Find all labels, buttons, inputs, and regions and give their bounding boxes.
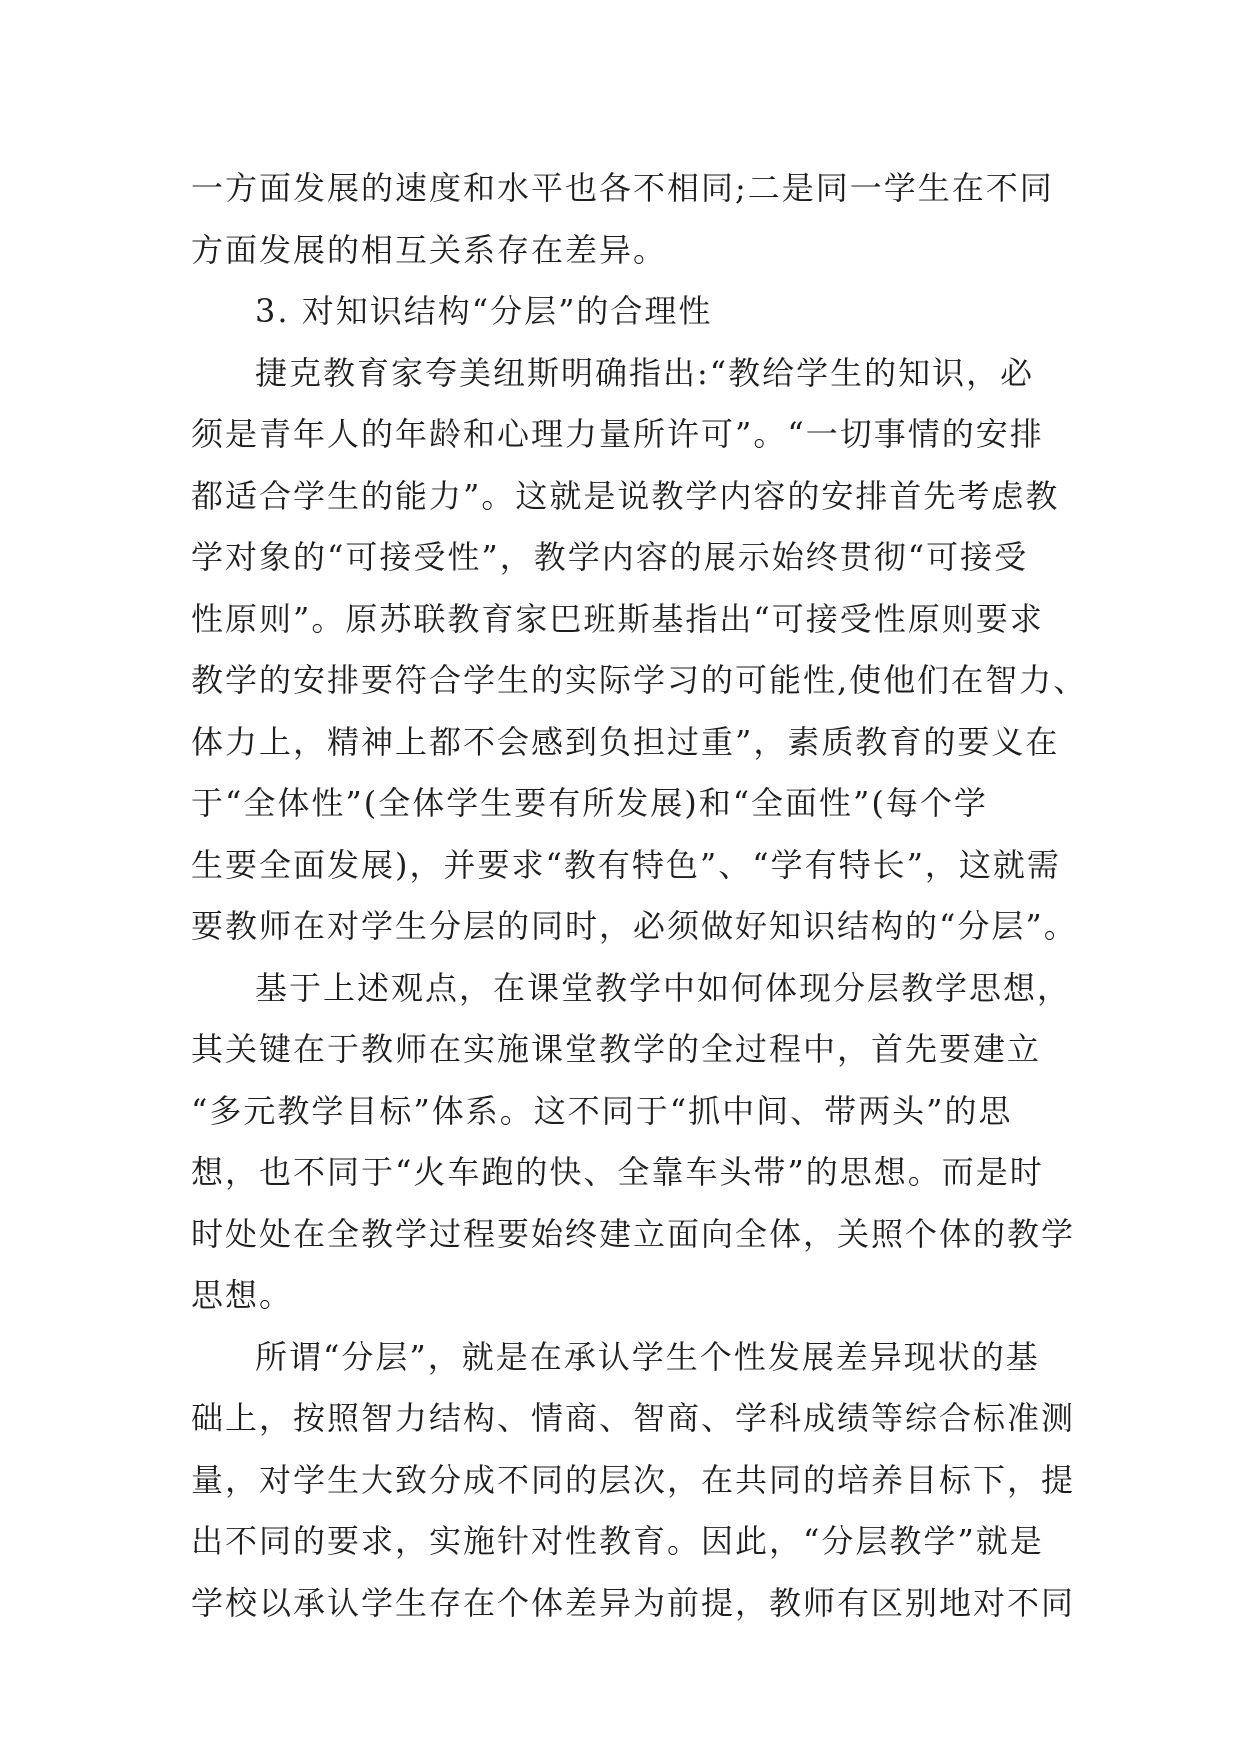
text-line: 生要全面发展)，并要求“教有特色”、“学有特长”，这就需 [191, 845, 1061, 884]
text-line: 要教师在对学生分层的同时，必须做好知识结构的“分层”。 [191, 907, 1078, 945]
text-line: 一方面发展的速度和水平也各不相同;二是同一学生在不同 [191, 169, 1054, 207]
body-text [191, 158, 1088, 1634]
text-line: 体力上，精神上都不会感到负担过重”，素质教育的要义在 [191, 722, 1060, 761]
text-line: 时处处在全教学过程要始终建立面向全体，关照个体的教学 [191, 1214, 1076, 1253]
text-line: 想，也不同于“火车跑的快、全靠车头带”的思想。而是时 [191, 1153, 1044, 1191]
text-line: 须是青年人的年龄和心理力量所许可”。“一切事情的安排 [191, 415, 1044, 453]
text-line: “多元教学目标”体系。这不同于“抓中间、带两头”的思 [191, 1091, 1013, 1130]
text-line: 所谓“分层”，就是在承认学生个性发展差异现状的基 [255, 1337, 1040, 1376]
text-line: 学对象的“可接受性”，教学内容的展示始终贯彻“可接受 [191, 538, 1029, 576]
text-line: 方面发展的相互关系存在差异。 [191, 230, 668, 269]
text-line: 都适合学生的能力”。这就是说教学内容的安排首先考虑教 [191, 476, 1060, 515]
text-line: 基于上述观点，在课堂教学中如何体现分层教学思想， [255, 968, 1072, 1007]
text-line: 学校以承认学生存在个体差异为前提，教师有区别地对不同 [191, 1583, 1076, 1622]
text-line: 量，对学生大致分成不同的层次，在共同的培养目标下，提 [191, 1460, 1076, 1499]
text-line: 教学的安排要符合学生的实际学习的可能性,使他们在智力、 [191, 661, 1088, 699]
text-line: 思想。 [191, 1276, 294, 1314]
text-line: 性原则”。原苏联教育家巴班斯基指出“可接受性原则要求 [191, 599, 1044, 638]
text-line: 捷克教育家夸美纽斯明确指出:“教给学生的知识，必 [255, 353, 1035, 392]
text-line: 其关键在于教师在实施课堂教学的全过程中，首先要建立 [191, 1030, 1042, 1068]
text-line: 础上，按照智力结构、情商、智商、学科成绩等综合标准测 [191, 1399, 1076, 1437]
text-line: 3. 对知识结构“分层”的合理性 [255, 292, 713, 330]
text-line: 出不同的要求，实施针对性教育。因此，“分层教学”就是 [191, 1522, 1044, 1560]
text-line: 于“全体性”(全体学生要有所发展)和“全面性”(每个学 [191, 784, 988, 822]
